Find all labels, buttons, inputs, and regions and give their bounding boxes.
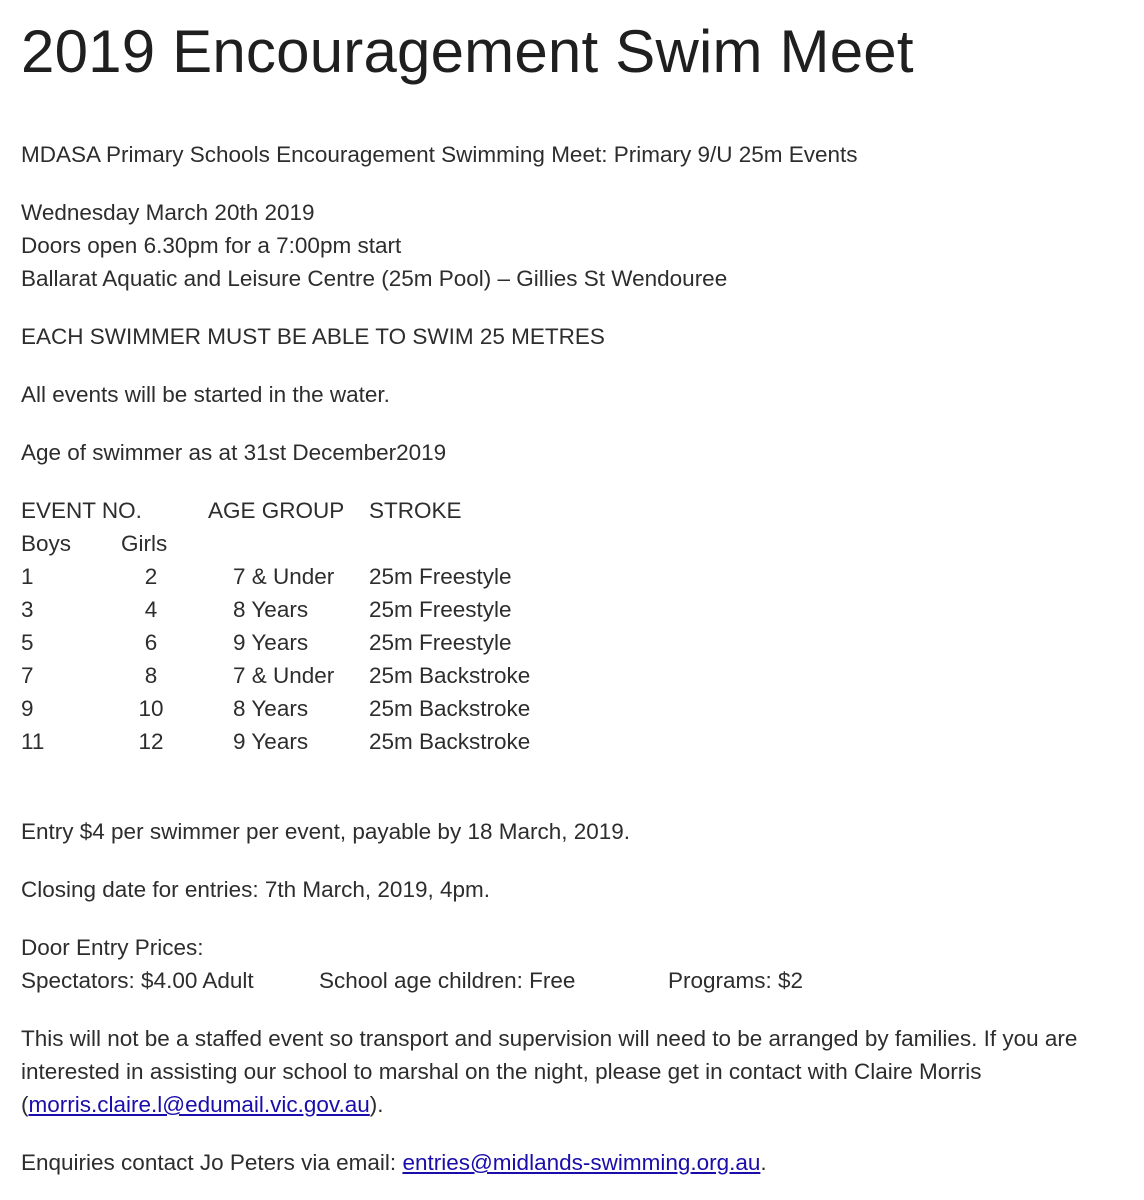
table-row [21, 725, 621, 758]
enquiries-text-end: . [760, 1150, 767, 1175]
girls-event-no: 2 [144, 564, 158, 589]
boys-event-no: 7 [21, 663, 34, 688]
girls-event-no: 10 [138, 696, 164, 721]
stroke: 25m Freestyle [369, 597, 512, 622]
claire-morris-email-link[interactable]: morris.claire.l@edumail.vic.gov.au [28, 1092, 370, 1117]
meet-date: Wednesday March 20th 2019 [21, 200, 315, 225]
venue: Ballarat Aquatic and Leisure Centre (25m Pool) – Gillies St Wendouree [21, 266, 728, 291]
closing-date: Closing date for entries: 7th March, 2019, 4pm. [21, 877, 490, 902]
stroke-header: STROKE [369, 498, 462, 523]
table-row [21, 560, 621, 593]
enquiries-text: Enquiries contact Jo Peters via email: [21, 1150, 403, 1175]
table-row [21, 626, 621, 659]
staffing-text-end: ). [369, 1092, 384, 1117]
children-price: School age children: Free [319, 968, 576, 993]
age-group: 7 & Under [233, 663, 335, 688]
boys-header: Boys [21, 531, 72, 556]
entries-email-link[interactable]: entries@midlands-swimming.org.au [402, 1150, 761, 1175]
page-title: 2019 Encouragement Swim Meet [21, 18, 914, 85]
girls-event-no: 12 [138, 729, 164, 754]
table-row [21, 692, 621, 725]
age-group: 8 Years [233, 696, 309, 721]
age-group-header: AGE GROUP [208, 498, 345, 523]
table-row [21, 659, 621, 692]
stroke: 25m Freestyle [369, 630, 512, 655]
swim-requirement: EACH SWIMMER MUST BE ABLE TO SWIM 25 METRES [21, 324, 605, 349]
stroke: 25m Backstroke [369, 729, 531, 754]
boys-event-no: 11 [21, 729, 45, 754]
events-table-header [21, 494, 621, 527]
girls-header: Girls [121, 531, 168, 556]
door-prices-row [21, 964, 1021, 997]
girls-event-no: 4 [144, 597, 158, 622]
event-no-header: EVENT NO. [21, 498, 142, 523]
age-group: 9 Years [233, 729, 309, 754]
stroke: 25m Backstroke [369, 663, 531, 688]
start-note: All events will be started in the water. [21, 382, 390, 407]
entry-fee: Entry $4 per swimmer per event, payable by 18 March, 2019. [21, 819, 631, 844]
meet-subtitle: MDASA Primary Schools Encouragement Swimming Meet: Primary 9/U 25m Events [21, 142, 858, 167]
staffing-text: This will not be a staffed event so transport and supervision will need to be arranged by families. If you are interested in assisting our school to marshal on the night, please get in contact with Claire Morris ( [21, 1026, 1078, 1117]
age-group: 7 & Under [233, 564, 335, 589]
enquiries-note [21, 1146, 1126, 1179]
door-prices-heading: Door Entry Prices: [21, 935, 204, 960]
girls-event-no: 8 [144, 663, 158, 688]
boys-event-no: 9 [21, 696, 34, 721]
boys-event-no: 5 [21, 630, 34, 655]
stroke: 25m Backstroke [369, 696, 531, 721]
staffing-note [21, 1022, 1126, 1121]
boys-event-no: 1 [21, 564, 34, 589]
girls-event-no: 6 [144, 630, 158, 655]
doors-open-time: Doors open 6.30pm for a 7:00pm start [21, 233, 402, 258]
boys-event-no: 3 [21, 597, 34, 622]
table-row [21, 593, 621, 626]
stroke: 25m Freestyle [369, 564, 512, 589]
age-group: 9 Years [233, 630, 309, 655]
spectator-price: Spectators: $4.00 Adult [21, 968, 254, 993]
program-price: Programs: $2 [668, 968, 804, 993]
events-table-subheader [21, 527, 621, 560]
age-group: 8 Years [233, 597, 309, 622]
age-note: Age of swimmer as at 31st December2019 [21, 440, 447, 465]
